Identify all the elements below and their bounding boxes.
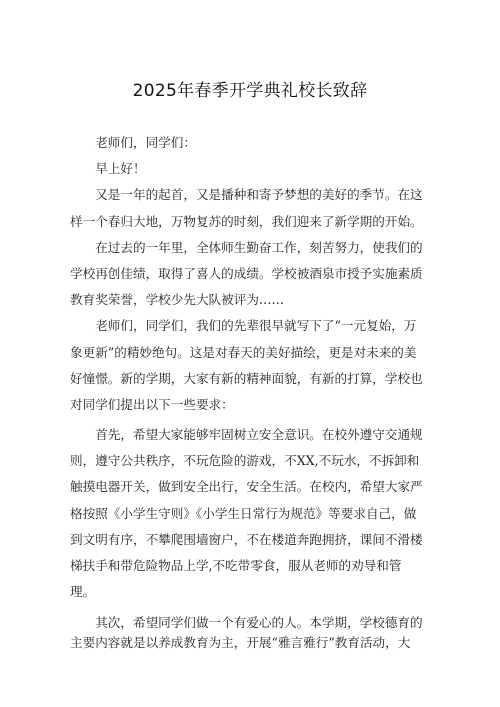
text-line: 好憧憬。新的学期，大家有新的精神面貌，有新的打算，学校也: [70, 370, 423, 386]
paragraph-safety: [70, 422, 440, 605]
text-line: 在过去的一年里，全体师生勤奋工作，刻苦努力，使我们的: [70, 239, 423, 255]
text-line: 则，遵守公共秩序，不玩危险的游戏，不XX,不玩水，不拆卸和: [70, 453, 420, 469]
text-line: 又是一年的起首，又是播种和寄予梦想的美好的季节。在这: [70, 187, 423, 203]
text-line: 首先，希望大家能够牢固树立安全意识。在校外遵守交通规: [70, 427, 423, 443]
text-line: 样一个春归大地，万物复苏的时刻，我们迎来了新学期的开始。: [70, 213, 423, 229]
text-line: 主要内容就是以养成教育为主，开展“雅言雅行”教育活动，大: [70, 635, 411, 651]
text-line: 触摸电器开关，做到安全出行，安全生活。在校内，希望大家严: [70, 479, 423, 495]
text-line: 对同学们提出以下一些要求：: [70, 396, 234, 412]
paragraph-caring: [70, 613, 440, 653]
paragraph-morning: [70, 156, 440, 182]
text-line: 老师们，同学们，我们的先辈很早就写下了“一元复始，万: [70, 318, 417, 334]
text-line: 学校再创佳绩，取得了喜人的成绩。学校被酒泉市授予实施素质: [70, 265, 423, 281]
text-line: 教育奖荣誉，学校少先大队被评为……: [70, 292, 285, 308]
text-line: 象更新”的精妙绝句。这是对春天的美好描绘，更是对未来的美: [70, 344, 417, 360]
text-line: 格按照《小学生守则》《小学生日常行为规范》等要求自己，做: [70, 505, 417, 521]
paragraph-gap: [70, 605, 440, 613]
text-line: 理。: [70, 584, 96, 600]
text-line: 早上好！: [70, 161, 146, 177]
text-line: 到文明有序，不攀爬围墙窗户，不在楼道奔跑拥挤，课间不滑楼: [70, 531, 423, 547]
paragraph-requirements: [70, 313, 440, 418]
text-line: 其次，希望同学们做一个有爱心的人。本学期，学校德育的: [70, 615, 423, 631]
text-line: 梯扶手和带危险物品上学,不吃带零食，服从老师的劝导和管: [70, 558, 402, 573]
document-title: 2025年春季开学典礼校长致辞: [132, 81, 368, 101]
document-body: [70, 130, 440, 653]
paragraph-new-semester: [70, 182, 440, 234]
paragraph-greeting: [70, 130, 440, 156]
paragraph-past-year: [70, 235, 440, 314]
text-line: 老师们，同学们：: [70, 135, 196, 150]
